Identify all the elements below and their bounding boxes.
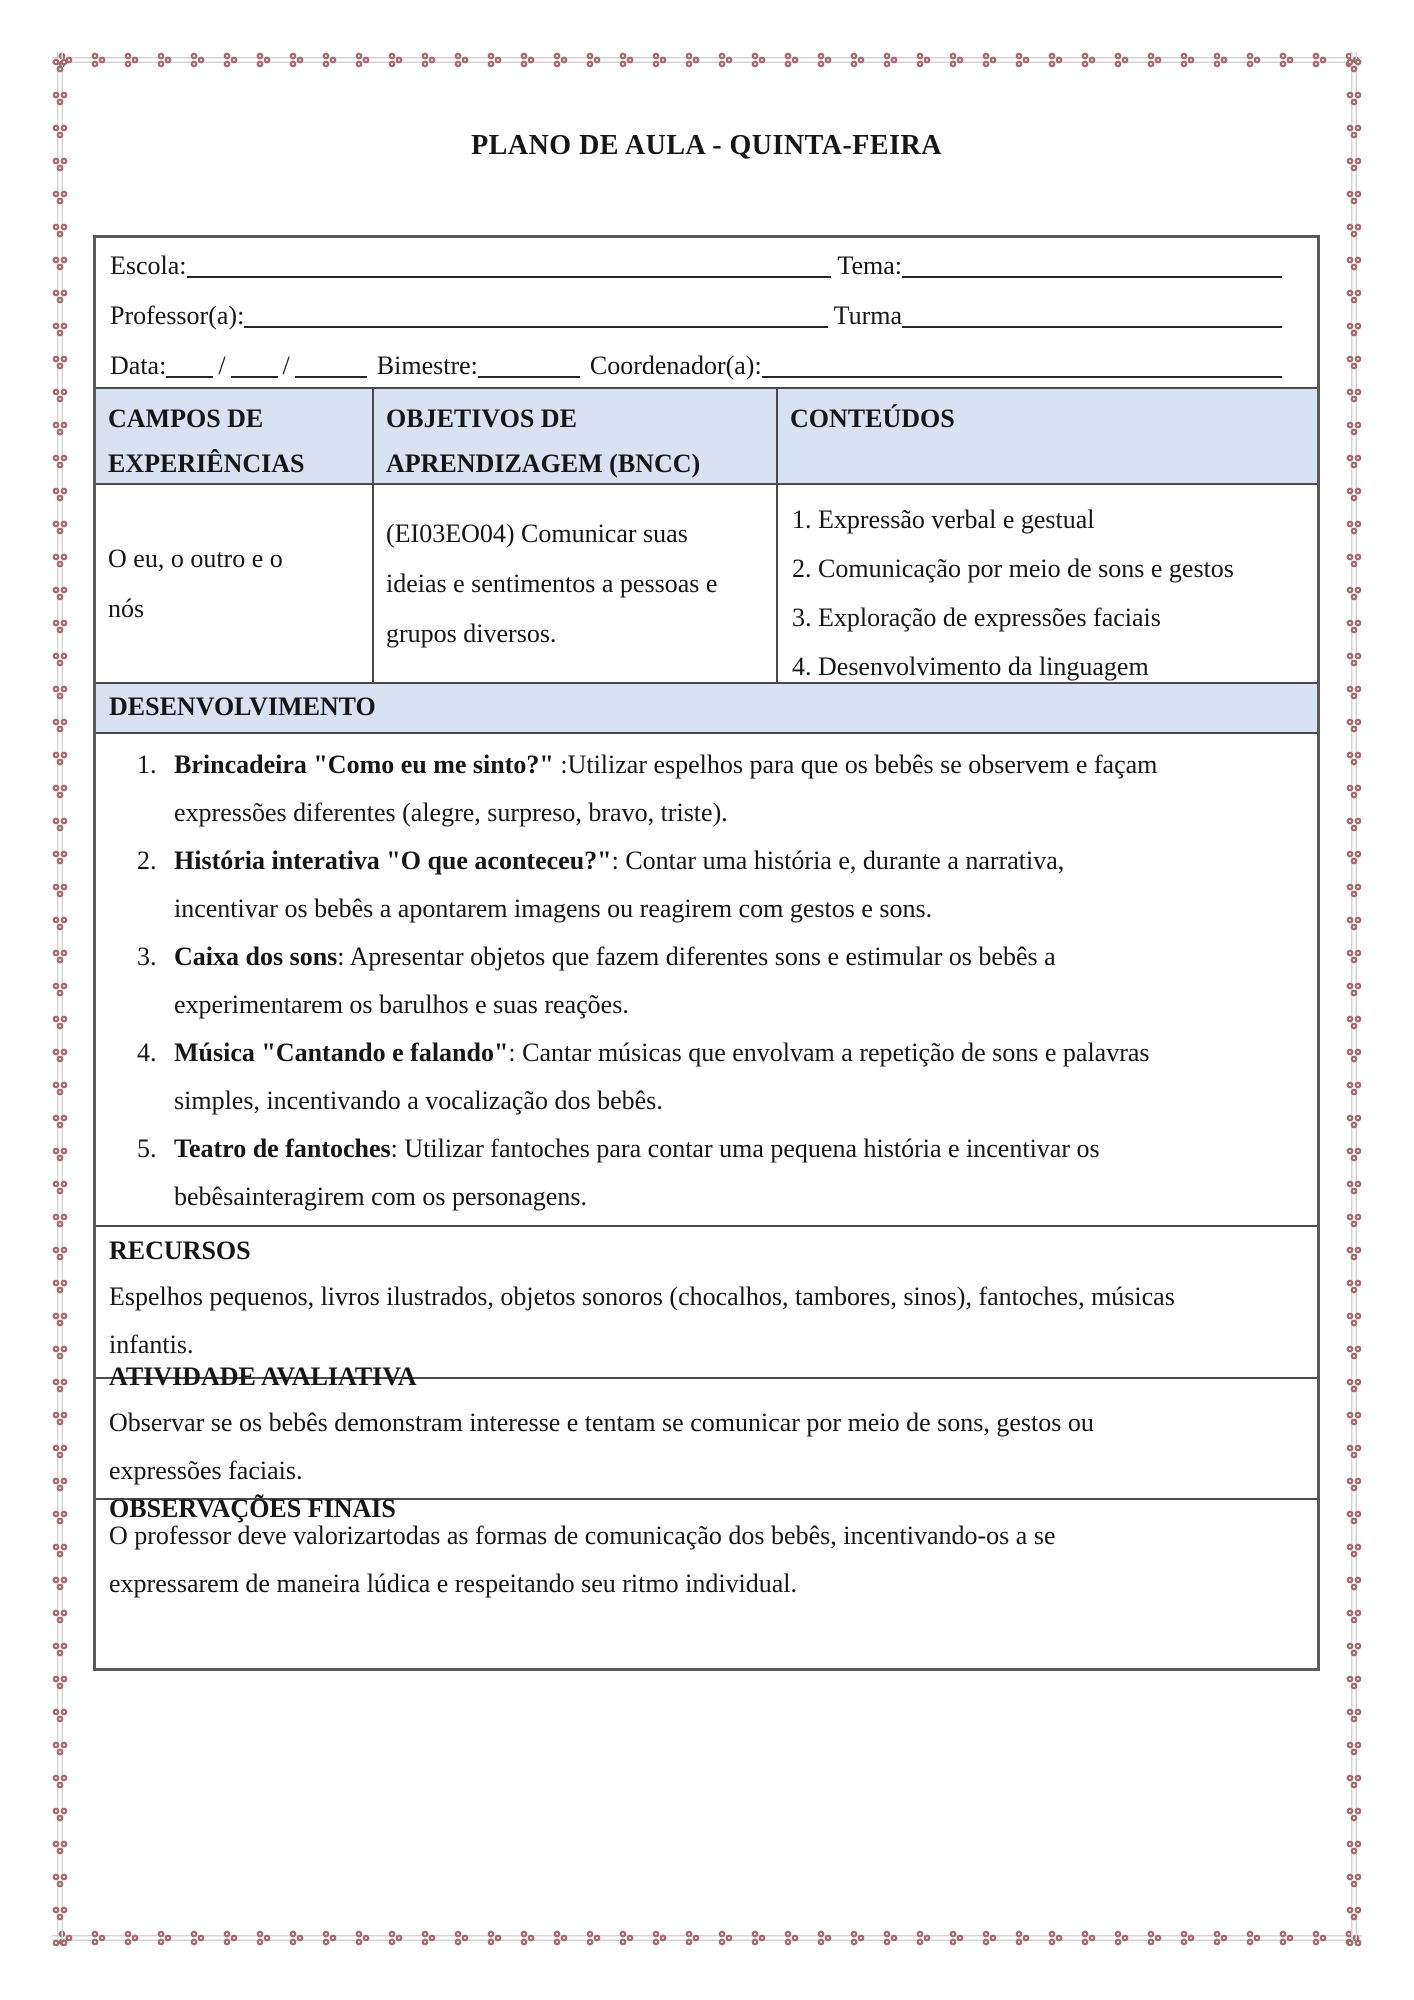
cell-objetivos bbox=[374, 485, 778, 682]
header-fields bbox=[96, 238, 1317, 389]
list-item-bold-lead: História interativa "O que aconteceu?" bbox=[174, 846, 612, 875]
conteudos-item: 2. Comunicação por meio de sons e gestos bbox=[792, 554, 1234, 583]
avaliativa-text-line1: Observar se os bebês demonstram interesse e tentam se comunicar por meio de sons, gestos ou bbox=[109, 1408, 1094, 1437]
section-heading-recursos: RECURSOS bbox=[109, 1236, 251, 1265]
turma-blank-line bbox=[902, 326, 1282, 328]
professor-blank-line bbox=[244, 326, 827, 328]
list-item-bold-lead: Música "Cantando e falando" bbox=[174, 1038, 509, 1067]
cell-campos bbox=[96, 485, 374, 682]
list-item-line2: bebêsainteragirem com os personagens. bbox=[174, 1182, 587, 1211]
list-item-line2: experimentarem os barulhos e suas reações. bbox=[174, 990, 629, 1019]
avaliativa-text-line2: expressões faciais. bbox=[109, 1456, 303, 1485]
list-item bbox=[96, 1125, 1317, 1221]
header-conteudos: CONTEÚDOS bbox=[790, 404, 955, 433]
bimestre-label: Bimestre: bbox=[376, 351, 478, 380]
header-campos-line1: CAMPOS DE bbox=[108, 404, 264, 433]
data-month-blank bbox=[231, 376, 278, 378]
header-objetivos-line2: APRENDIZAGEM (BNCC) bbox=[386, 449, 701, 478]
field-row-escola-tema bbox=[110, 242, 1282, 290]
header-objetivos-line1: OBJETIVOS DE bbox=[386, 404, 577, 433]
list-item-bold-lead: Caixa dos sons bbox=[174, 942, 338, 971]
observacoes-text-line2: expressarem de maneira lúdica e respeitando seu ritmo individual. bbox=[109, 1569, 798, 1598]
list-item bbox=[96, 1029, 1317, 1125]
list-item bbox=[96, 837, 1317, 933]
coordenador-label: Coordenador(a): bbox=[589, 351, 762, 380]
list-item-rest: :Utilizar espelhos para que os bebês se observem e façam bbox=[553, 750, 1158, 779]
tema-label: Tema: bbox=[837, 251, 902, 280]
bimestre-blank-line bbox=[478, 376, 580, 378]
list-item-line2: simples, incentivando a vocalização dos bebês. bbox=[174, 1086, 663, 1115]
data-label: Data: bbox=[110, 351, 167, 380]
page-title: PLANO DE AULA - QUINTA-FEIRA bbox=[471, 130, 942, 161]
data-day-blank bbox=[166, 376, 213, 378]
field-row-professor-turma bbox=[110, 292, 1282, 340]
page-border-bottom bbox=[52, 1930, 1362, 1946]
objetivos-text-line2: ideias e sentimentos a pessoas e bbox=[386, 568, 718, 598]
list-item-bold-lead: Teatro de fantoches bbox=[174, 1134, 391, 1163]
date-slash: / bbox=[218, 351, 226, 380]
list-item-line2: incentivar os bebês a apontarem imagens ou reagirem com gestos e sons. bbox=[174, 894, 933, 923]
page-border-right bbox=[1346, 52, 1362, 1946]
data-year-blank bbox=[295, 376, 367, 378]
list-item-number: 5. bbox=[137, 1134, 157, 1163]
list-item-number: 4. bbox=[137, 1038, 157, 1067]
recursos-text-line2: infantis. bbox=[109, 1330, 194, 1359]
lesson-plan-table bbox=[93, 235, 1320, 1671]
page-border-top bbox=[52, 52, 1362, 68]
tema-blank-line bbox=[902, 276, 1282, 278]
section-heading-atividade-avaliativa: ATIVIDADE AVALIATIVA bbox=[109, 1362, 417, 1391]
observacoes-text-line1: O professor deve valorizartodas as formas de comunicação dos bebês, incentivando-os a se bbox=[109, 1521, 1056, 1550]
date-slash-2: / bbox=[282, 351, 290, 380]
list-item-number: 1. bbox=[137, 750, 157, 779]
conteudos-item: 4. Desenvolvimento da linguagem bbox=[792, 652, 1149, 681]
conteudos-item: 1. Expressão verbal e gestual bbox=[792, 505, 1095, 534]
development-activity-list bbox=[96, 734, 1317, 1227]
page-border-left bbox=[52, 52, 68, 1946]
turma-label: Turma bbox=[833, 301, 902, 330]
header-objetivos-bncc bbox=[374, 389, 778, 483]
table-header-row bbox=[96, 389, 1317, 485]
list-item-text bbox=[174, 1125, 1317, 1221]
campos-text-line1: O eu, o outro e o bbox=[108, 543, 283, 573]
list-item-rest: : Cantar músicas que envolvam a repetição de sons e palavras bbox=[508, 1038, 1150, 1067]
header-campos-de-experiencias bbox=[96, 389, 374, 483]
section-heading-observacoes-finais: OBSERVAÇÕES FINAIS bbox=[109, 1494, 396, 1523]
table-body-row bbox=[96, 485, 1317, 684]
list-item-text bbox=[174, 741, 1317, 837]
field-row-data-bimestre-coordenador bbox=[110, 342, 1282, 390]
cell-conteudos bbox=[778, 485, 1317, 682]
list-item-text bbox=[174, 837, 1317, 933]
objetivos-text-line1: (EI03EO04) Comunicar suas bbox=[386, 518, 688, 548]
list-item-number: 3. bbox=[137, 942, 157, 971]
section-observacoes-finais-body bbox=[96, 1500, 1317, 1608]
list-item bbox=[96, 933, 1317, 1029]
section-heading-desenvolvimento: DESENVOLVIMENTO bbox=[96, 684, 1317, 734]
objetivos-text-line3: grupos diversos. bbox=[386, 618, 557, 648]
list-item-rest: : Utilizar fantoches para contar uma pequena história e incentivar os bbox=[390, 1134, 1100, 1163]
conteudos-item: 3. Exploração de expressões faciais bbox=[792, 603, 1161, 632]
escola-blank-line bbox=[187, 276, 832, 278]
list-item bbox=[96, 741, 1317, 837]
list-item-text bbox=[174, 1029, 1317, 1125]
header-campos-line2: EXPERIÊNCIAS bbox=[108, 449, 305, 478]
list-item-text bbox=[174, 933, 1317, 1029]
list-item-rest: : Apresentar objetos que fazem diferentes sons e estimular os bebês a bbox=[337, 942, 1056, 971]
list-item-line2: expressões diferentes (alegre, surpreso, bravo, triste). bbox=[174, 798, 728, 827]
list-item-bold-lead: Brincadeira "Como eu me sinto?" bbox=[174, 750, 554, 779]
section-atividade-avaliativa bbox=[96, 1355, 1317, 1523]
recursos-text-line1: Espelhos pequenos, livros ilustrados, objetos sonoros (chocalhos, tambores, sinos), fantoches, músicas bbox=[109, 1282, 1175, 1311]
list-item-rest: : Contar uma história e, durante a narrativa, bbox=[611, 846, 1065, 875]
professor-label: Professor(a): bbox=[110, 301, 245, 330]
escola-label: Escola: bbox=[110, 251, 187, 280]
coordenador-blank-line bbox=[762, 376, 1282, 378]
list-item-number: 2. bbox=[137, 846, 157, 875]
campos-text-line2: nós bbox=[108, 593, 145, 623]
